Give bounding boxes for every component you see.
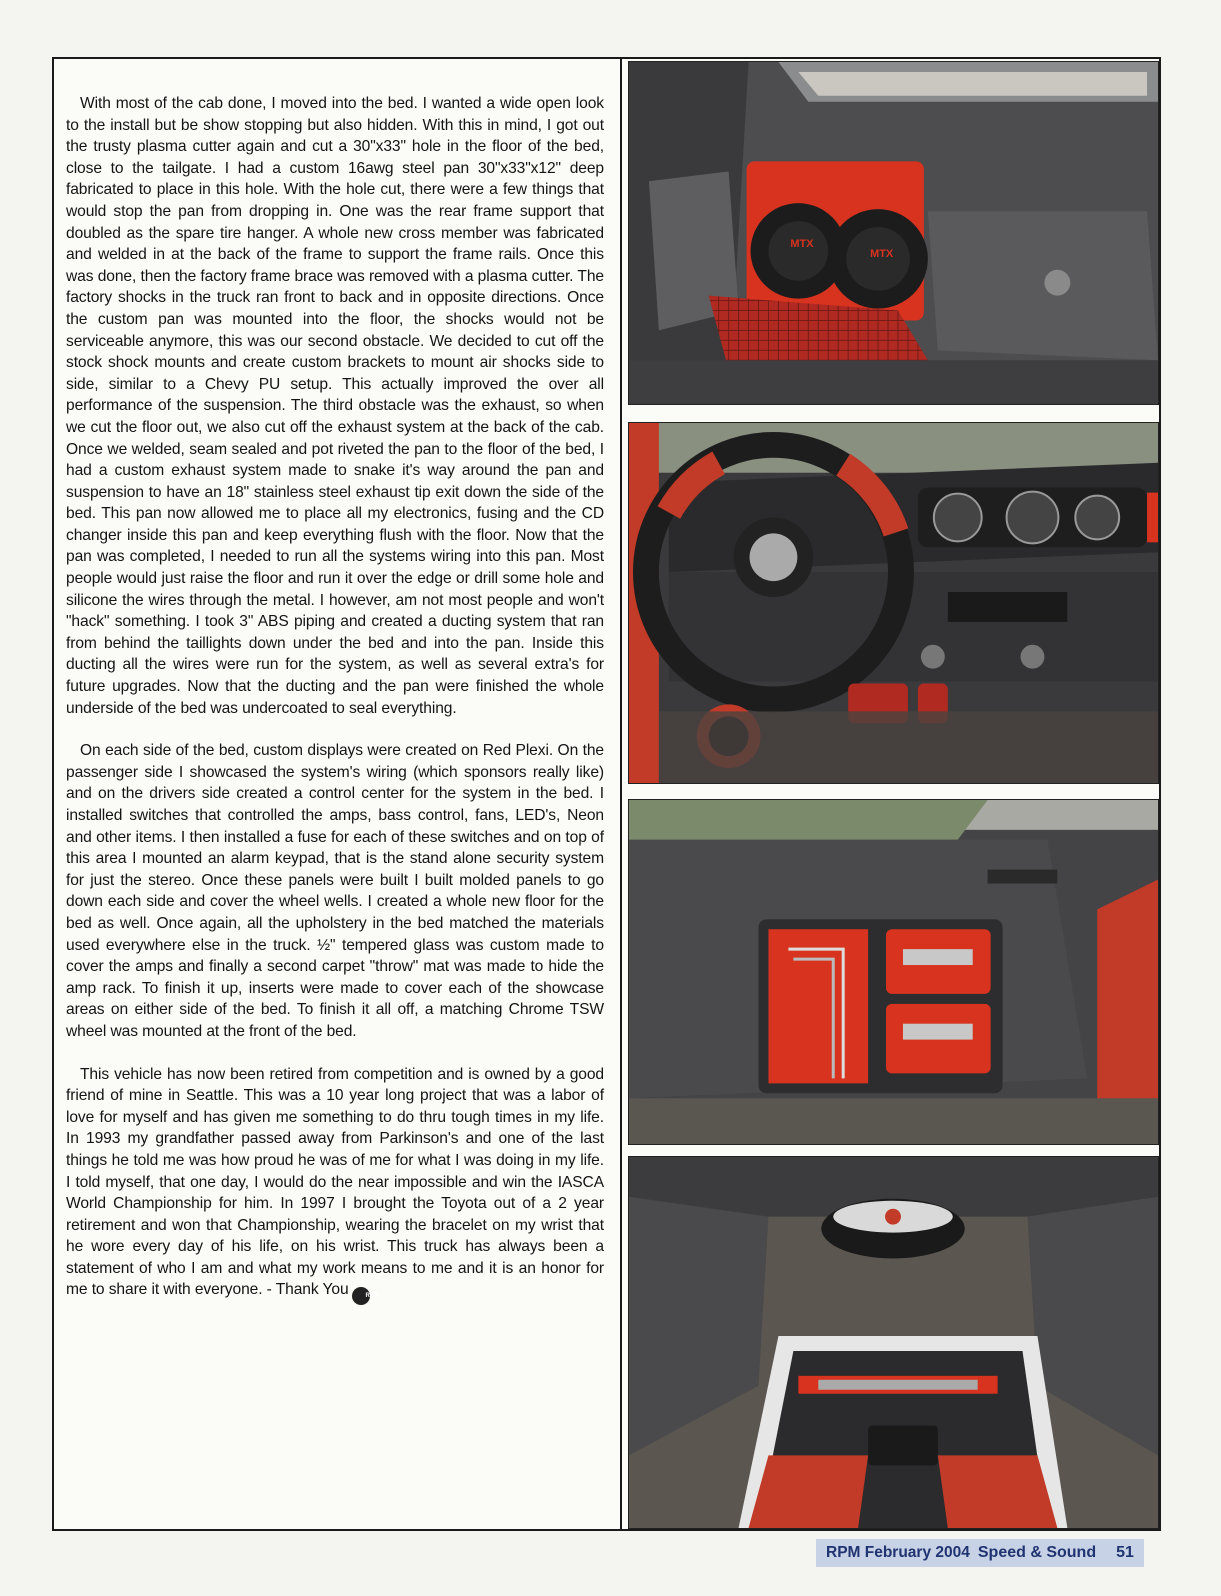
photo-bed-side-panels-image [629, 800, 1158, 1144]
photo-dashboard-image [629, 423, 1158, 783]
footer-publication: RPM February 2004 [826, 1544, 970, 1561]
end-mark-logo: RPM [352, 1287, 370, 1305]
paragraph-retirement [66, 1064, 604, 1306]
photo-cab-subwoofers-image [629, 62, 1158, 404]
footer-section: Speed & Sound [977, 1544, 1097, 1561]
page-footer [816, 1539, 1144, 1567]
subwoofer-logo-right: MTX [870, 247, 894, 260]
photo-bed-amp-rack-image [629, 1157, 1158, 1528]
subwoofer-logo-left: MTX [790, 237, 814, 250]
photo-cab-subwoofers [628, 61, 1159, 405]
photo-column [622, 59, 1159, 1529]
photo-bed-side-panels [628, 799, 1159, 1145]
footer-page-number: 51 [1116, 1544, 1134, 1561]
paragraph-bed-install: With most of the cab done, I moved into the bed. I wanted a wide open look to the install but be show stopping but also hidden. With this in mind, I got out the trusty plasma cutter again and cut a 30"x33" hole in the floor of the bed, close to the tailgate. I had a custom 16awg steel pan 30"x33"x12" deep fabricated to place in this hole. With the hole cut, there were a few things that would stop the pan from dropping in. One was the rear frame support that doubled as the spare tire hanger. A whole new cross member was fabricated and welded in at the back of the frame to support the frame rails. Once this was done, then the factory frame brace was removed with a plasma cutter. The factory shocks in the truck ran front to back and in opposite directions. Once the custom pan was mounted into the floor, the shocks would not be serviceable anymore, this was our second obstacle. We decided to cut off the stock shock mounts and create custom brackets to mount air shocks side to side, similar to a Chevy PU setup. This actually improved the over all performance of the suspension. The third obstacle was the exhaust, so when we cut the floor out, we also cut off the exhaust system at the back of the cab. Once we welded, seam sealed and pot riveted the pan to the floor of the bed, I had a custom exhaust system made to snake it's way around the pan and suspension to have an 18" stainless steel exhaust tip exit down the side of the bed. This pan now allowed me to place all my electronics, fusing and the CD changer inside this pan and keep everything flush with the floor. Now that the pan was completed, I needed to run all the systems wiring into this pan. Most people would just raise the floor and run it over the edge or drill some hole and silicone the wires through the metal. I however, am not most people and won't "hack" something. I took 3" ABS piping and created a ducting system that ran from behind the taillights down under the bed and into the pan. Inside this ducting all the wires were run for the system, as well as several extra's for future upgrades. Now that the ducting and the pan were finished the whole underside of the bed was undercoated to seal everything. [66, 95, 604, 717]
paragraph-retirement-text: This vehicle has now been retired from competition and is owned by a good friend of mine in Seattle. This was a 10 year long project that was a labor of love for myself and has given me something to do thru tough times in my life. In 1993 my grandfather passed away from Parkinson's and one of the last things he told me was how proud he was of me for what I was doing in my life. I told myself, that one day, I would do the near impossible and win the IASCA World Championship for him. In 1997 I brought the Toyota out of a 2 year retirement and won that Championship, wearing the bracelet on my wrist that he wore every day of his life, on his wrist. This truck has always been a statement of who I am and what my work means to me and it is an honor for me to share it with everyone. - Thank You [66, 1065, 604, 1299]
photo-dashboard [628, 422, 1159, 784]
paragraph-custom-displays: On each side of the bed, custom displays were created on Red Plexi. On the passenger side I showcased the system's wiring (which sponsors really like) and on the drivers side created a control center for the system in the bed. I installed switches that controlled the amps, bass control, fans, LED's, Neon and other items. I then installed a fuse for each of these switches and on top of this area I mounted an alarm keypad, that is the stand alone security system for just the stereo. Once these panels were built I built molded panels to go down each side and cover the wheel wells. I created a whole new floor for the bed as well. Once again, all the upholstery in the bed matched the materials used everywhere else in the truck. ½" tempered glass was custom made to cover the amps and finally a second carpet "throw" mat was made to hide the amp rack. To finish it up, inserts were made to cover each of the showcase areas on either side of the bed. To finish it all off, a matching Chrome TSW wheel was mounted at the front of the bed. [66, 742, 604, 1040]
article-text-column [54, 59, 622, 1529]
article-frame [52, 57, 1161, 1531]
photo-bed-amp-rack [628, 1156, 1159, 1529]
